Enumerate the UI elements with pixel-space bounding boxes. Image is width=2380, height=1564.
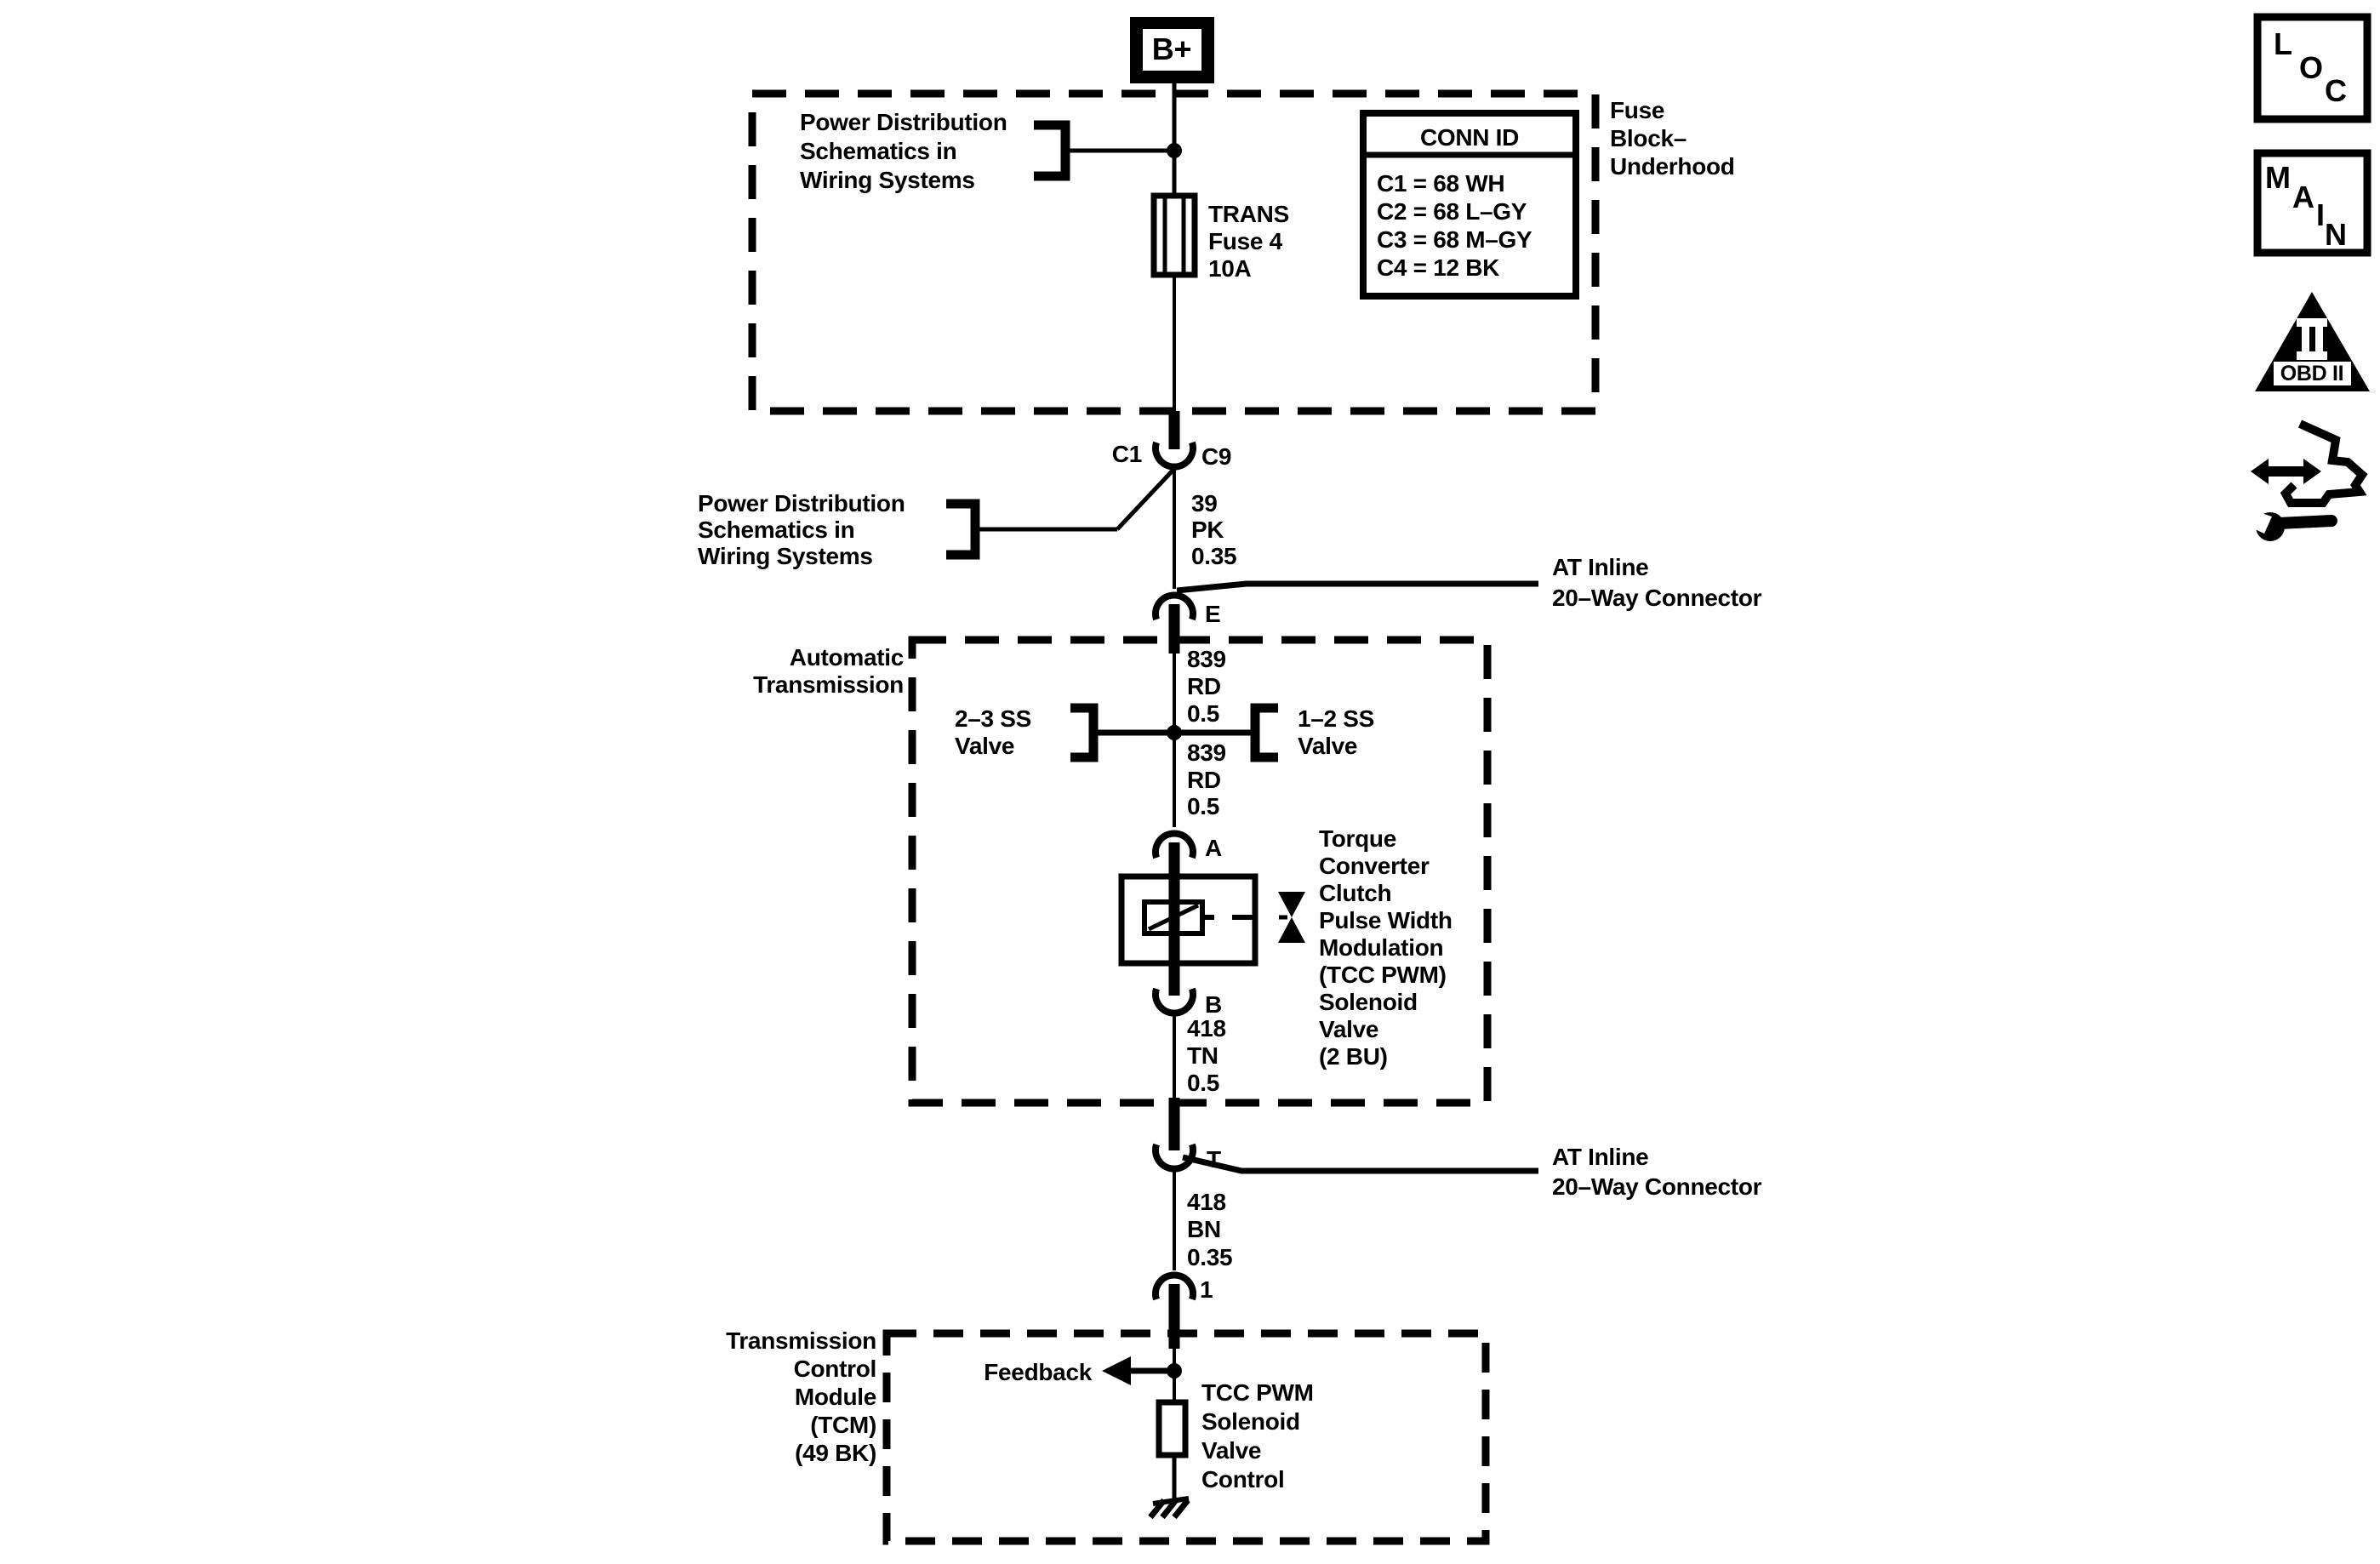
obd2-pillar-left bbox=[2302, 327, 2309, 351]
wire-pk-gauge: 0.35 bbox=[1191, 543, 1237, 569]
fuse-label-line1: TRANS bbox=[1208, 201, 1289, 227]
wire-tn-color: TN bbox=[1187, 1042, 1219, 1069]
at-inline-upper-line1: AT Inline bbox=[1552, 554, 1649, 580]
main-letter-a: A bbox=[2292, 180, 2314, 214]
pin-label-c9: C9 bbox=[1201, 443, 1232, 470]
tcc-pwm-ctrl-line1: TCC PWM bbox=[1201, 1379, 1314, 1406]
pin-label-a: A bbox=[1205, 835, 1222, 861]
wire-rd-a-gauge: 0.5 bbox=[1187, 700, 1220, 727]
feedback-label: Feedback bbox=[984, 1359, 1092, 1385]
wire-tn-gauge: 0.5 bbox=[1187, 1070, 1220, 1096]
wire-tn-circuit: 418 bbox=[1187, 1015, 1226, 1042]
loc-letter-l: L bbox=[2274, 26, 2292, 61]
conn-id-table bbox=[1363, 113, 1576, 296]
tcc-pwm-ctrl-line4: Control bbox=[1201, 1466, 1285, 1493]
main-letter-i: I bbox=[2316, 197, 2325, 232]
conn-id-row-3: C3 = 68 M–GY bbox=[1377, 226, 1532, 253]
tcc-pwm-ctrl-line2: Solenoid bbox=[1201, 1408, 1300, 1435]
tcc-solenoid-line6: (TCC PWM) bbox=[1319, 962, 1447, 988]
conn-id-row-1: C1 = 68 WH bbox=[1377, 170, 1505, 197]
fuse-block-title-line3: Underhood bbox=[1610, 153, 1735, 180]
b-plus-label: B+ bbox=[1151, 31, 1192, 66]
tcc-solenoid-line8: Valve bbox=[1319, 1016, 1379, 1042]
valve-23-line2: Valve bbox=[955, 733, 1015, 759]
trans-fuse-symbol bbox=[1154, 196, 1195, 275]
obd2-label: OBD II bbox=[2280, 362, 2344, 385]
at-inline-lower-line2: 20–Way Connector bbox=[1552, 1173, 1762, 1200]
power-dist-mid-line3: Wiring Systems bbox=[698, 543, 873, 569]
wire-pk-color: PK bbox=[1191, 517, 1224, 543]
power-dist-top-line3: Wiring Systems bbox=[800, 167, 975, 193]
wrench-handle bbox=[2279, 521, 2331, 523]
wire-bn-circuit: 418 bbox=[1187, 1189, 1226, 1215]
power-dist-mid-line1: Power Distribution bbox=[698, 490, 905, 517]
main-letter-m: M bbox=[2265, 160, 2291, 195]
loc-nav-icon[interactable] bbox=[2257, 17, 2367, 119]
pin-label-t: T bbox=[1207, 1146, 1221, 1173]
valve-12-line2: Valve bbox=[1298, 733, 1358, 759]
fuse-block-title-line2: Block– bbox=[1610, 125, 1687, 151]
wire-bn-gauge: 0.35 bbox=[1187, 1244, 1233, 1270]
tcc-solenoid-line9: (2 BU) bbox=[1319, 1043, 1388, 1070]
wire-rd-a-circuit: 839 bbox=[1187, 646, 1226, 672]
junction-dot-top bbox=[1167, 143, 1182, 158]
wire-rd-b-circuit: 839 bbox=[1187, 739, 1226, 766]
conn-id-header: CONN ID bbox=[1419, 124, 1520, 151]
valve-12-line1: 1–2 SS bbox=[1298, 705, 1375, 732]
tcm-line3: Module bbox=[794, 1384, 876, 1410]
tcm-line1: Transmission bbox=[726, 1327, 876, 1354]
loc-letter-c: C bbox=[2325, 73, 2347, 108]
auto-trans-line2: Transmission bbox=[753, 671, 904, 698]
tcc-solenoid-line1: Torque bbox=[1319, 825, 1397, 852]
tcc-solenoid-line4: Pulse Width bbox=[1319, 907, 1453, 933]
pin-label-c1: C1 bbox=[1111, 441, 1142, 467]
conn-id-row-4: C4 = 12 BK bbox=[1377, 254, 1500, 281]
tcc-solenoid-line3: Clutch bbox=[1319, 880, 1392, 906]
tcc-solenoid-line5: Modulation bbox=[1319, 934, 1444, 961]
tcc-pwm-ctrl-line3: Valve bbox=[1201, 1437, 1262, 1464]
obd2-pillar-top bbox=[2297, 318, 2327, 327]
conn-id-row-2: C2 = 68 L–GY bbox=[1377, 198, 1527, 225]
power-dist-mid-line2: Schematics in bbox=[698, 517, 855, 543]
battery-positive-terminal bbox=[1130, 17, 1214, 83]
main-letter-n: N bbox=[2325, 217, 2347, 252]
tcm-line4: (TCM) bbox=[810, 1412, 876, 1438]
obd2-pillar-base bbox=[2297, 351, 2327, 360]
wire-pk-circuit: 39 bbox=[1191, 490, 1218, 517]
loc-letter-o: O bbox=[2299, 50, 2323, 85]
power-dist-top-line1: Power Distribution bbox=[800, 109, 1007, 135]
tcc-solenoid-line2: Converter bbox=[1319, 853, 1430, 879]
at-inline-upper-line2: 20–Way Connector bbox=[1552, 585, 1762, 611]
tcm-line5: (49 BK) bbox=[795, 1440, 876, 1466]
obd2-pillar-right bbox=[2315, 327, 2323, 351]
wire-rd-b-gauge: 0.5 bbox=[1187, 793, 1220, 819]
fuse-block-title-line1: Fuse bbox=[1610, 97, 1665, 123]
tcm-line2: Control bbox=[793, 1356, 876, 1382]
valve-23-line1: 2–3 SS bbox=[955, 705, 1032, 732]
fuse-label-line3: 10A bbox=[1208, 255, 1252, 282]
fuse-outer bbox=[1154, 196, 1195, 275]
fuse-label-line2: Fuse 4 bbox=[1208, 228, 1282, 254]
pin-label-b: B bbox=[1205, 991, 1222, 1018]
wire-bn-color: BN bbox=[1187, 1216, 1221, 1242]
at-inline-lower-line1: AT Inline bbox=[1552, 1144, 1649, 1170]
tcc-solenoid-line7: Solenoid bbox=[1319, 989, 1418, 1015]
wire-rd-b-color: RD bbox=[1187, 767, 1221, 793]
pin-label-e: E bbox=[1205, 601, 1221, 627]
auto-trans-line1: Automatic bbox=[789, 644, 904, 671]
main-nav-icon[interactable] bbox=[2257, 153, 2367, 253]
tcm-driver-element bbox=[1159, 1402, 1185, 1455]
power-dist-top-line2: Schematics in bbox=[800, 138, 957, 164]
wire-rd-a-color: RD bbox=[1187, 673, 1221, 699]
pin-label-1: 1 bbox=[1200, 1276, 1213, 1303]
